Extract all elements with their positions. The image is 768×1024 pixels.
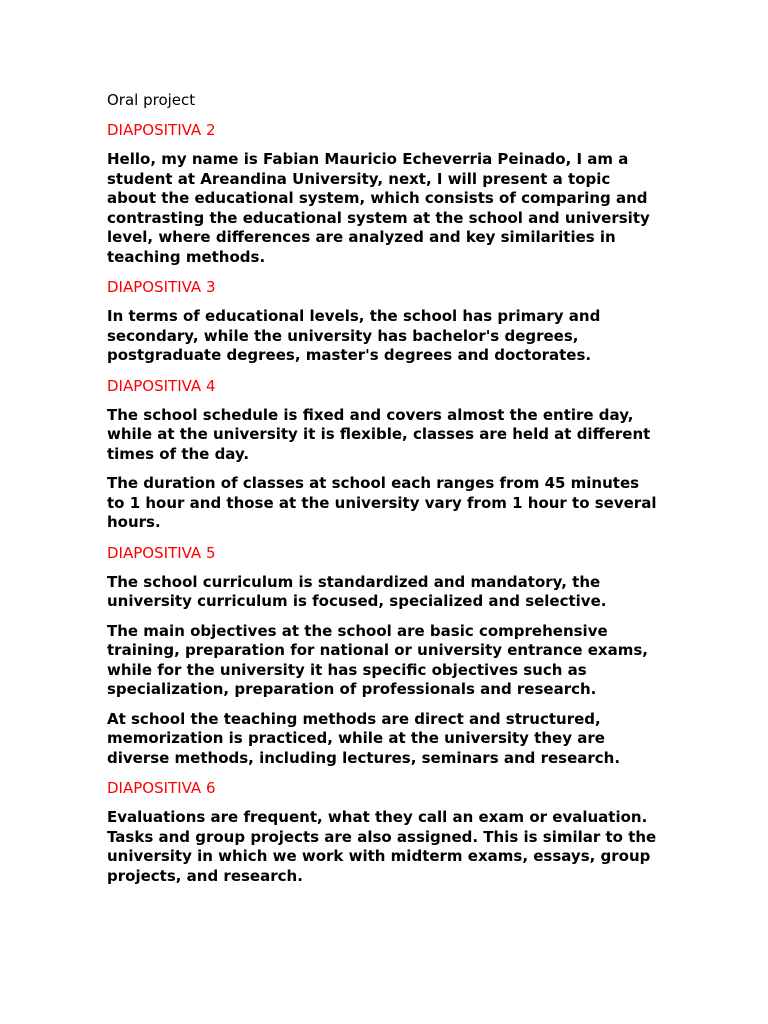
paragraph: Hello, my name is Fabian Mauricio Echeverria Peinado, I am a student at Areandina University, next, I will present a topic about the educational system, which consists of comparing and contrasting the educational system at the school and university level, where differences are analyzed and key similarities in teaching methods. — [107, 150, 650, 266]
document-title: Oral project — [107, 91, 196, 109]
paragraph: The school schedule is fixed and covers almost the entire day, while at the university it is flexible, classes are held at different times of the day. — [107, 405, 651, 463]
slide-heading: DIAPOSITIVA 3 — [107, 278, 216, 296]
slide-heading: DIAPOSITIVA 6 — [107, 779, 216, 797]
slide-heading: DIAPOSITIVA 4 — [107, 376, 216, 395]
section-diapositiva-3 — [107, 277, 668, 366]
section-diapositiva-6 — [107, 778, 668, 886]
section-diapositiva-4 — [107, 376, 668, 533]
slide-heading: DIAPOSITIVA 2 — [107, 121, 216, 139]
slide-heading: DIAPOSITIVA 5 — [107, 543, 216, 562]
paragraph: The school curriculum is standardized and mandatory, the university curriculum is focused, specialized and selective. — [107, 572, 607, 610]
section-diapositiva-5 — [107, 543, 668, 769]
paragraph: The duration of classes at school each ranges from 45 minutes to 1 hour and those at the university vary from 1 hour to several hours. — [107, 474, 657, 531]
paragraph: In terms of educational levels, the school has primary and secondary, while the university has bachelor's degrees, postgraduate degrees, master's degrees and doctorates. — [107, 307, 601, 364]
paragraph: At school the teaching methods are direct and structured, memorization is practiced, while at the university they are diverse methods, including lectures, seminars and research. — [107, 709, 621, 767]
section-diapositiva-2 — [107, 120, 668, 267]
paragraph: The main objectives at the school are basic comprehensive training, preparation for national or university entrance exams, while for the university it has specific objectives such as specialization, preparation of professionals and research. — [107, 621, 648, 698]
paragraph: Evaluations are frequent, what they call an exam or evaluation. Tasks and group projects are also assigned. This is similar to the university in which we work with midterm exams, essays, group projects, and research. — [107, 808, 657, 885]
